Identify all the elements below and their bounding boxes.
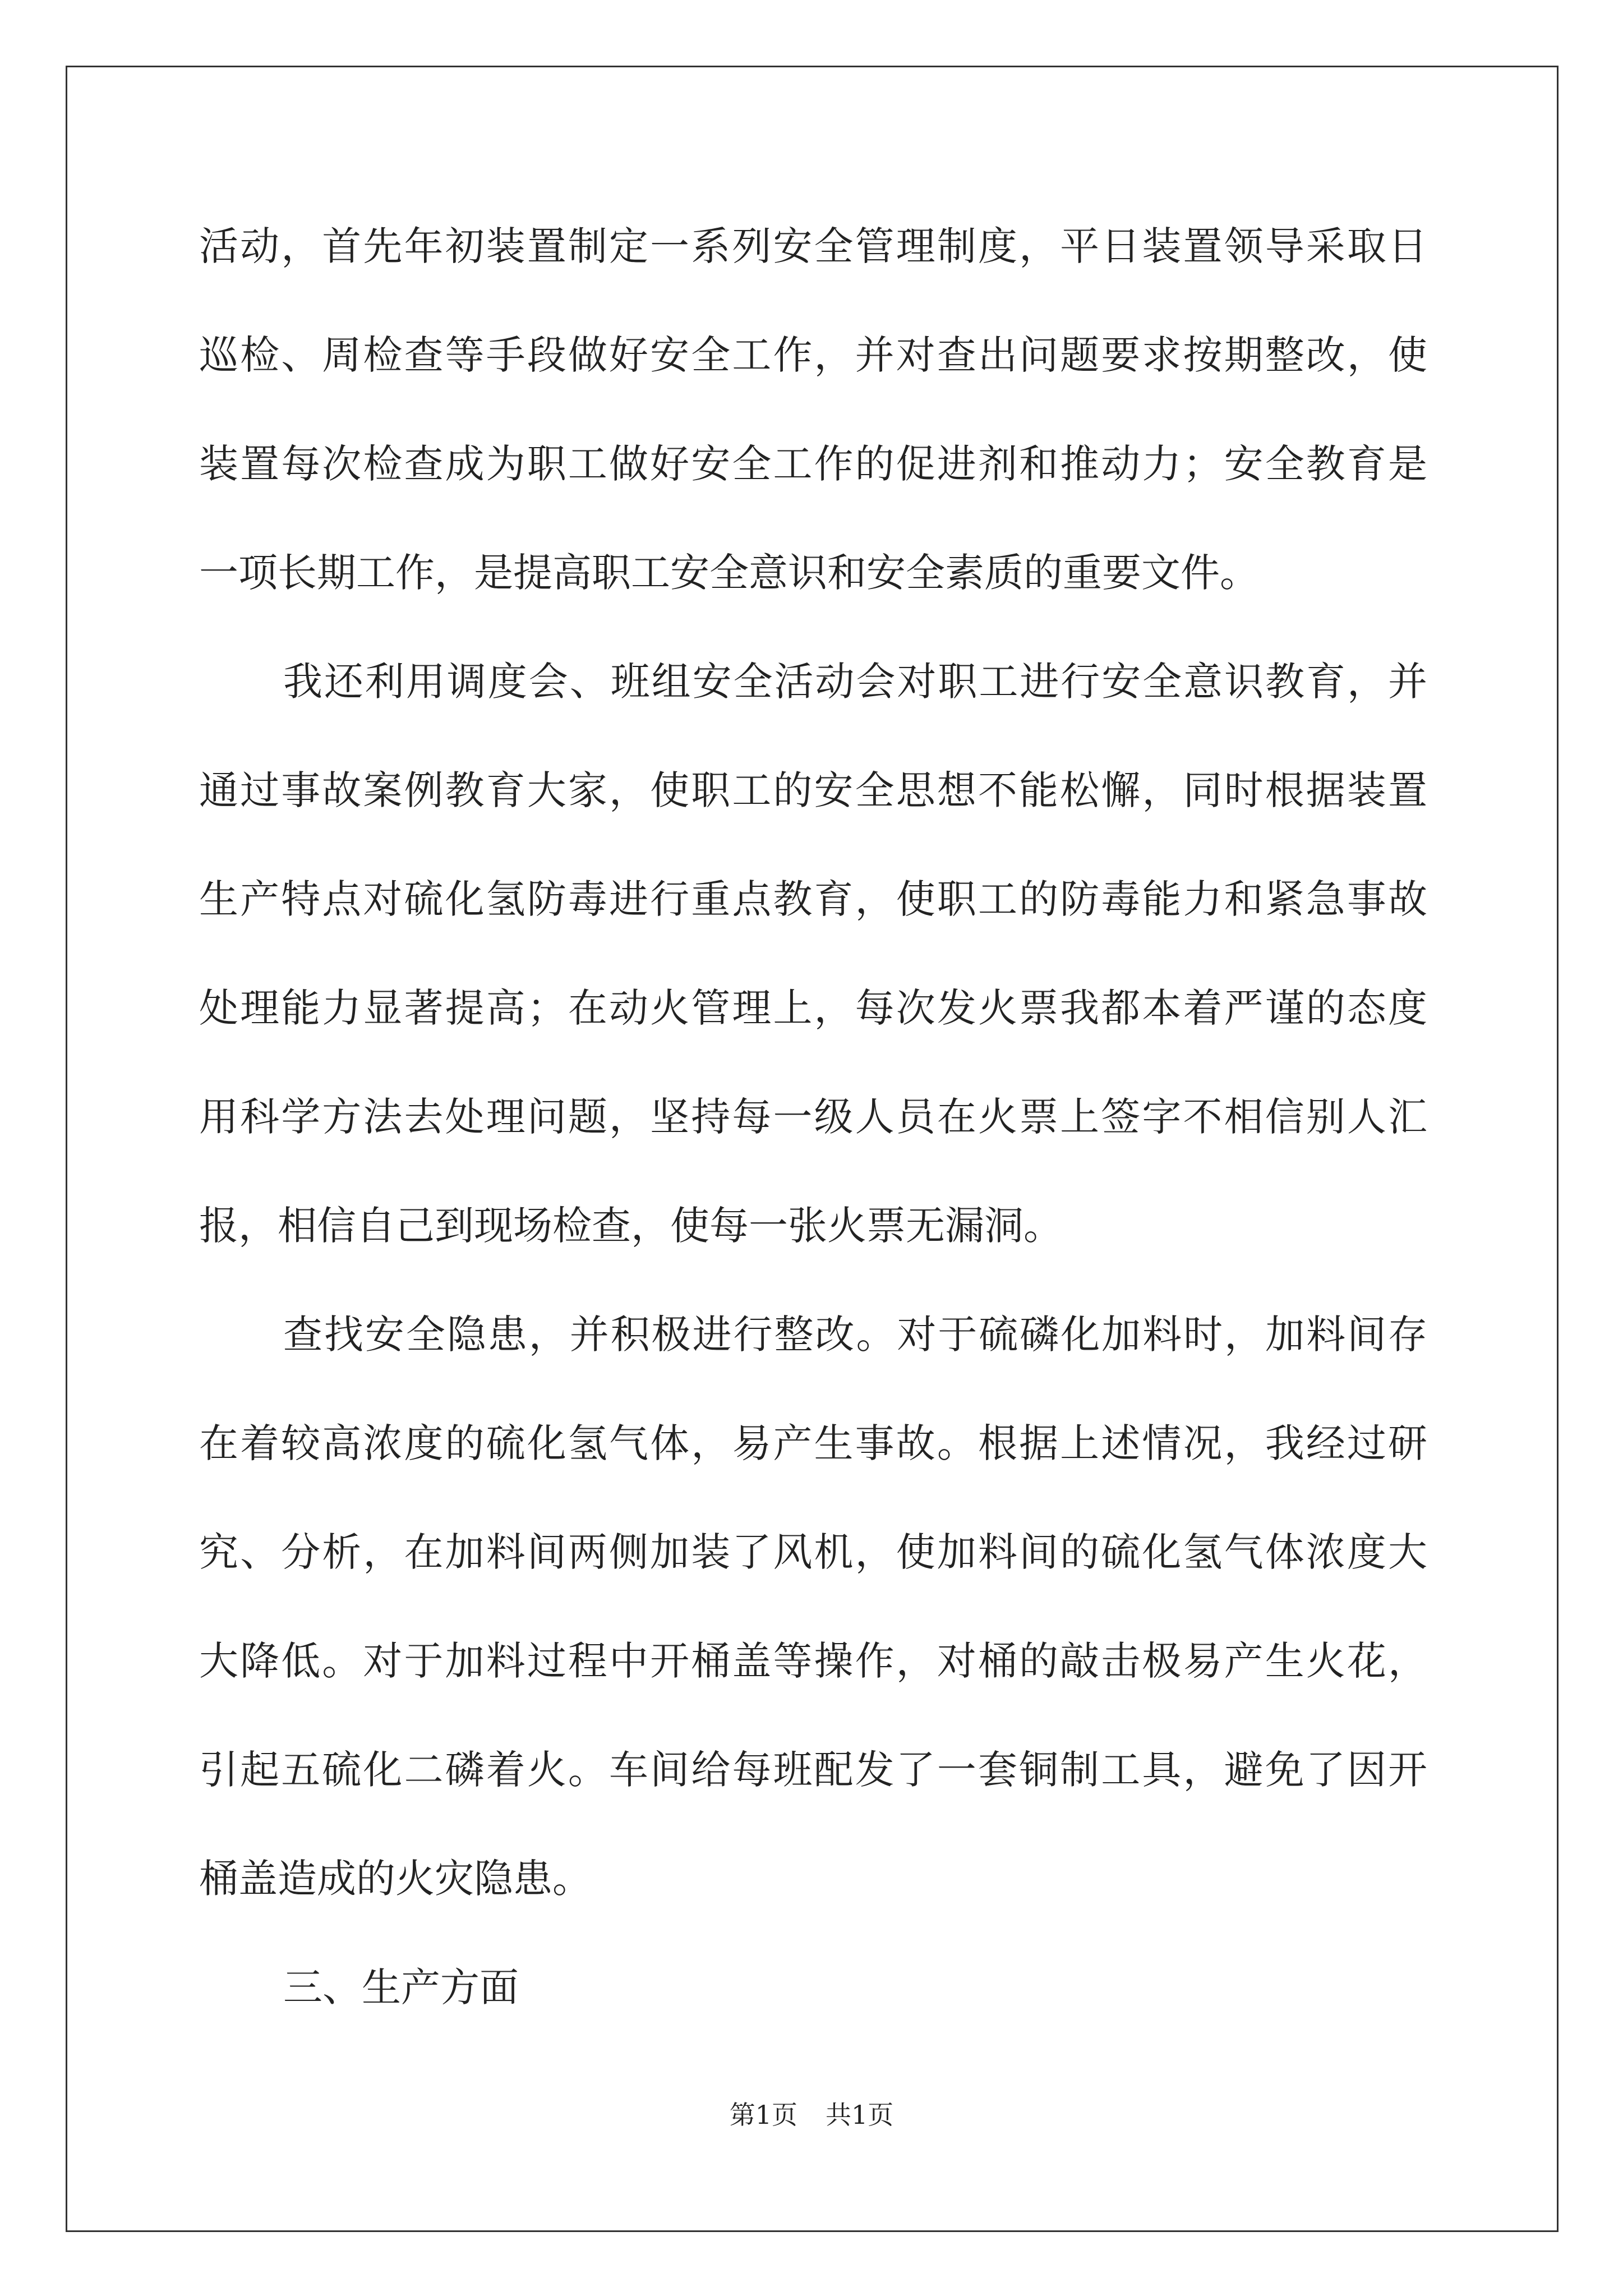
text-line: 究、分析，在加料间两侧加装了风机，使加料间的硫化氢气体浓度大 xyxy=(199,1529,1427,1575)
text-line: 通过事故案例教育大家，使职工的安全思想不能松懈，同时根据装置 xyxy=(199,767,1427,813)
text-line: 装置每次检查成为职工做好安全工作的促进剂和推动力；安全教育是 xyxy=(199,441,1427,487)
paragraph-first-line: 我还利用调度会、班组安全活动会对职工进行安全意识教育，并 xyxy=(283,659,1427,705)
paragraph-first-line: 查找安全隐患，并积极进行整改。对于硫磷化加料时，加料间存 xyxy=(283,1312,1427,1358)
text-line: 活动，首先年初装置制定一系列安全管理制度，平日装置领导采取日 xyxy=(199,223,1427,269)
text-line: 引起五硫化二磷着火。车间给每班配发了一套铜制工具，避免了因开 xyxy=(199,1747,1427,1793)
text-line: 用科学方法去处理问题，坚持每一级人员在火票上签字不相信别人汇 xyxy=(199,1094,1427,1140)
page-footer xyxy=(0,2098,1623,2132)
document-body xyxy=(199,215,1427,2065)
text-line: 在着较高浓度的硫化氢气体，易产生事故。根据上述情况，我经过研 xyxy=(199,1420,1427,1466)
text-line: 桶盖造成的火灾隐患。 xyxy=(199,1856,592,1902)
text-line: 一项长期工作，是提高职工安全意识和安全素质的重要文件。 xyxy=(199,550,1259,596)
section-heading: 三、生产方面 xyxy=(283,1964,519,2010)
text-line: 大降低。对于加料过程中开桶盖等操作，对桶的敲击极易产生火花， xyxy=(199,1638,1427,1684)
text-line: 生产特点对硫化氢防毒进行重点教育，使职工的防毒能力和紧急事故 xyxy=(199,876,1427,922)
text-line: 处理能力显著提高；在动火管理上，每次发火票我都本着严谨的态度 xyxy=(199,985,1427,1031)
page-total: 共1页 xyxy=(826,2100,894,2130)
text-line: 巡检、周检查等手段做好安全工作，并对查出问题要求按期整改，使 xyxy=(199,332,1427,378)
text-line: 报，相信自己到现场检查，使每一张火票无漏洞。 xyxy=(199,1203,1063,1249)
page-number: 第1页 xyxy=(729,2100,797,2130)
